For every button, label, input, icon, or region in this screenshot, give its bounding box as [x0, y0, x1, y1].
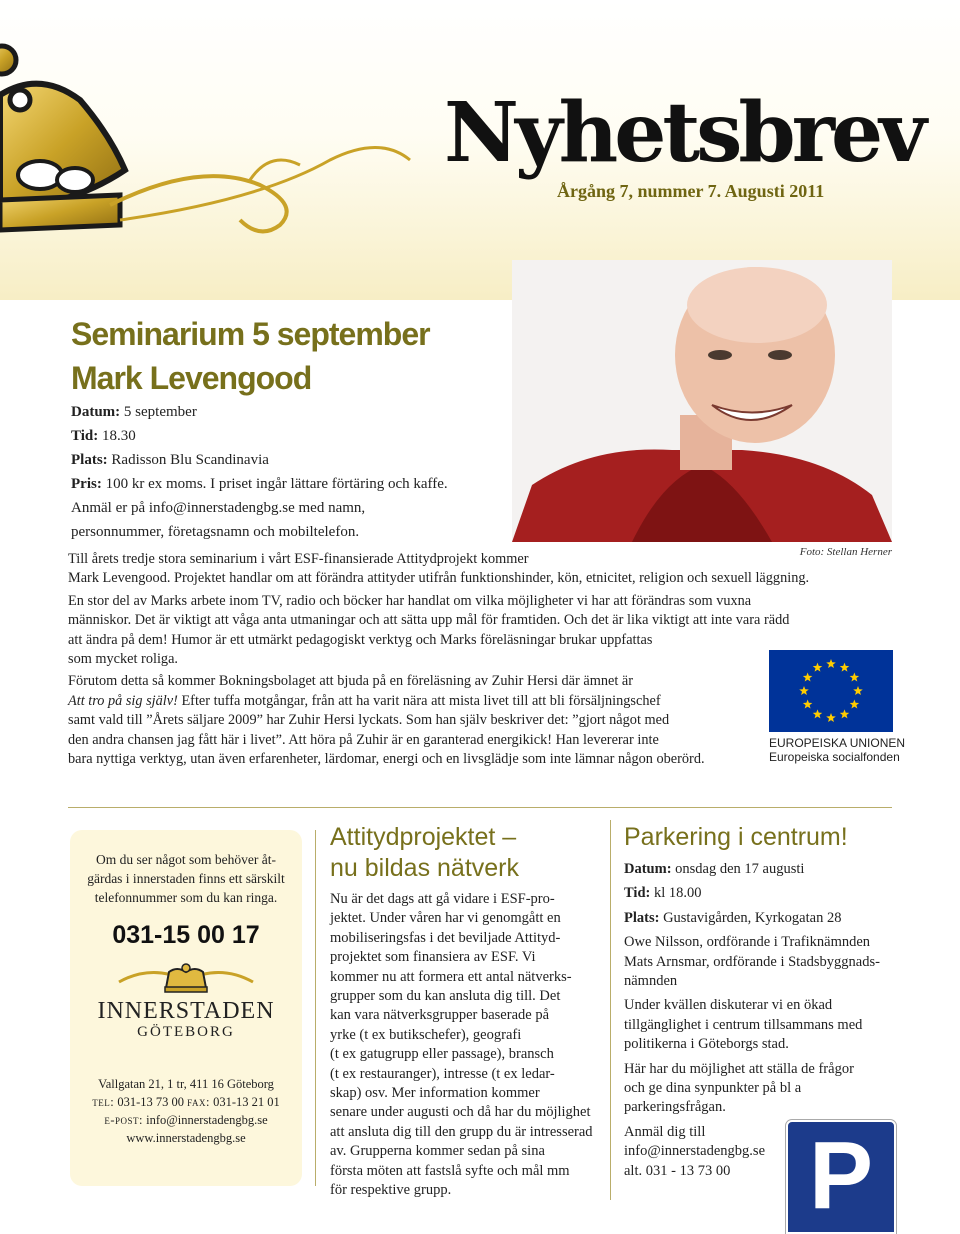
seminar-plats: Plats: Radisson Blu Scandinavia: [71, 452, 269, 468]
seminar-details: [71, 400, 501, 544]
eu-star-icon: [840, 663, 850, 672]
attityd-line: projektet som finansiera av ESF. Vi: [330, 949, 536, 966]
parkering-tid: Tid: kl 18.00: [624, 885, 702, 902]
column-divider: [610, 820, 611, 1200]
parkering-plats: Plats: Gustavigården, Kyrkogatan 28: [624, 909, 842, 926]
parking-sign-letter: P: [808, 1122, 874, 1229]
attityd-line: jektet. Under våren har vi genomgått en: [330, 910, 561, 927]
eu-star-icon: [803, 700, 813, 709]
eu-star-icon: [826, 713, 836, 722]
attityd-line: av. Grupperna kommer sedan på sina: [330, 1143, 545, 1160]
contact-note: Om du ser något som behöver åt- gärdas i innerstaden finns ett särskilt telefonnummer som du kan ringa.: [87, 852, 285, 905]
attityd-line: första möten att fastslå syfte och mål mm: [330, 1162, 570, 1179]
parking-sign-icon: [786, 1120, 896, 1234]
attityd-line: grupper som du kan ansluta dig till. Det: [330, 988, 561, 1005]
eu-caption: [769, 736, 905, 764]
eu-star-icon: [826, 659, 836, 668]
eu-star-icon: [853, 686, 863, 695]
intro-paragraph: En stor del av Marks arbete inom TV, radio och böcker har handlat om vilka möjligheter vi har att förändras som vuxna människor. Det är viktigt att våga anta utmaningar och att sätta upp mål för framtiden. Och det är lika viktigt att inte vara rädd att ändra på dem! Humor är ett utmärkt pedagogiskt verktyg och Marks föreläsningar brukar uppfattas som mycket roliga.: [68, 592, 790, 668]
photo-credit: Foto: Stellan Herner: [799, 546, 892, 558]
seminar-datum: Datum: 5 september: [71, 404, 197, 420]
attityd-line: skap) osv. Mer information kommer: [330, 1085, 540, 1102]
email-line: e-post: info@innerstadengbg.se: [104, 1113, 268, 1127]
contact-address: [70, 1075, 302, 1147]
innerstaden-logo: [70, 960, 302, 1041]
parkering-title: Parkering i centrum!: [624, 823, 848, 851]
seminar-speaker: Mark Levengood: [71, 360, 312, 396]
eu-star-icon: [799, 686, 809, 695]
parkering-signup: Anmäl dig till info@innerstadengbg.se alt. 031 - 13 73 00: [624, 1123, 765, 1179]
tel-fax-line: tel: 031-13 73 00 fax: 031-13 21 01: [92, 1095, 280, 1109]
attityd-line: att ansluta dig till den grupp du är intresserad: [330, 1123, 593, 1140]
seminar-title-line: Seminarium 5 september: [71, 316, 430, 352]
seminar-pris: Pris: 100 kr ex moms. I priset ingår lättare förtäring och kaffe.: [71, 476, 448, 492]
portrait-photo: [512, 260, 892, 542]
intro-paragraph: Till årets tredje stora seminarium i vårt ESF-finansierade Attitydprojekt kommer Mark Levengood. Projektet handlar om att förändra attityder utifrån funktionshinder, kön, etnicitet, religion och sexuell läggning.: [68, 551, 810, 587]
masthead-subtitle: Årgång 7, nummer 7. Augusti 2011: [557, 181, 825, 201]
seminar-title: [71, 312, 430, 400]
attityd-line: senare under augusti och då har du möjlighet: [330, 1104, 591, 1121]
seminar-signup-2: personnummer, företagsnamn och mobiltelefon.: [71, 524, 360, 540]
eu-star-icon: [850, 700, 860, 709]
crown-small-icon: [111, 960, 261, 994]
attityd-line: (t ex gatugrupp eller passage), bransch: [330, 1046, 554, 1063]
attityd-line: kan vara nätverksgrupper baserade på: [330, 1007, 550, 1024]
attityd-line: Nu är det dags att gå vidare i ESF-pro-: [330, 891, 555, 907]
attityd-line: (t ex restauranger), intresse (t ex ledar-: [330, 1065, 555, 1082]
website-line: www.innerstadengbg.se: [126, 1131, 246, 1145]
eu-flag-icon: [769, 650, 893, 732]
attityd-line: för respektive grupp.: [330, 1182, 452, 1199]
parkering-datum: Datum: onsdag den 17 augusti: [624, 861, 805, 877]
parkering-description: Under kvällen diskuterar vi en ökad tillgänglighet i centrum tillsammans med politikerna i Göteborgs stad.: [624, 997, 863, 1053]
crown-logo-icon: [0, 40, 430, 240]
attityd-title: Attitydprojektet – nu bildas nätverk: [330, 823, 520, 882]
eu-star-icon: [803, 673, 813, 682]
contact-box: [70, 830, 302, 1186]
column-divider: [315, 830, 316, 1186]
parkering-questions: Här har du möjlighet att ställa de frågor och ge dina synpunkter på bl a parkeringsfrågan.: [624, 1060, 854, 1116]
section-divider: [68, 807, 892, 808]
logo-name: INNERSTADEN: [97, 998, 275, 1024]
attityd-line: yrke (t ex butikschefer), geografi: [330, 1026, 522, 1043]
address-line: Vallgatan 21, 1 tr, 411 16 Göteborg: [98, 1077, 274, 1091]
parkering-speakers: Owe Nilsson, ordförande i Trafiknämnden Mats Arnsmar, ordförande i Stadsbyggnads- nämnden: [624, 934, 880, 990]
eu-star-icon: [840, 709, 850, 718]
eu-caption-line2: Europeiska socialfonden: [769, 750, 900, 764]
attityd-line: kommer nu att formera ett antal nätverks-: [330, 968, 572, 985]
seminar-tid: Tid: 18.30: [71, 428, 136, 444]
masthead-title: Nyhetsbrev: [444, 85, 923, 181]
eu-star-icon: [813, 709, 823, 718]
logo-city: GÖTEBORG: [137, 1024, 235, 1040]
attityd-body: [330, 890, 598, 1201]
eu-caption-line1: EUROPEISKA UNIONEN: [769, 736, 906, 750]
attityd-line: mobiliseringsfas i det beviljade Attityd-: [330, 929, 561, 946]
eu-star-icon: [813, 663, 823, 672]
contact-phone: 031-15 00 17: [112, 921, 260, 949]
seminar-signup: Anmäl er på info@innerstadengbg.se med namn,: [71, 500, 366, 516]
intro-paragraph: Förutom detta så kommer Bokningsbolaget att bjuda på en föreläsning av Zuhir Hersi där ämnet är Att tro på sig själv! Efter tuffa motgångar, från att ha varit nära att mista livet till att bli försäljningschef samt vald till ”Årets säljare 2009” har Zuhir Hersi lyckats. Som han själv beskriver det: ”gjort något med den andra chansen jag fått här i livet”. Att höra på Zuhir är en garanterad energikick! Han levererar inte bara nyttiga verktyg, utan även erfarenheter, lärdomar, energi och en livsglädje som inte lämnar någon oberörd.: [68, 673, 705, 768]
eu-star-icon: [850, 673, 860, 682]
